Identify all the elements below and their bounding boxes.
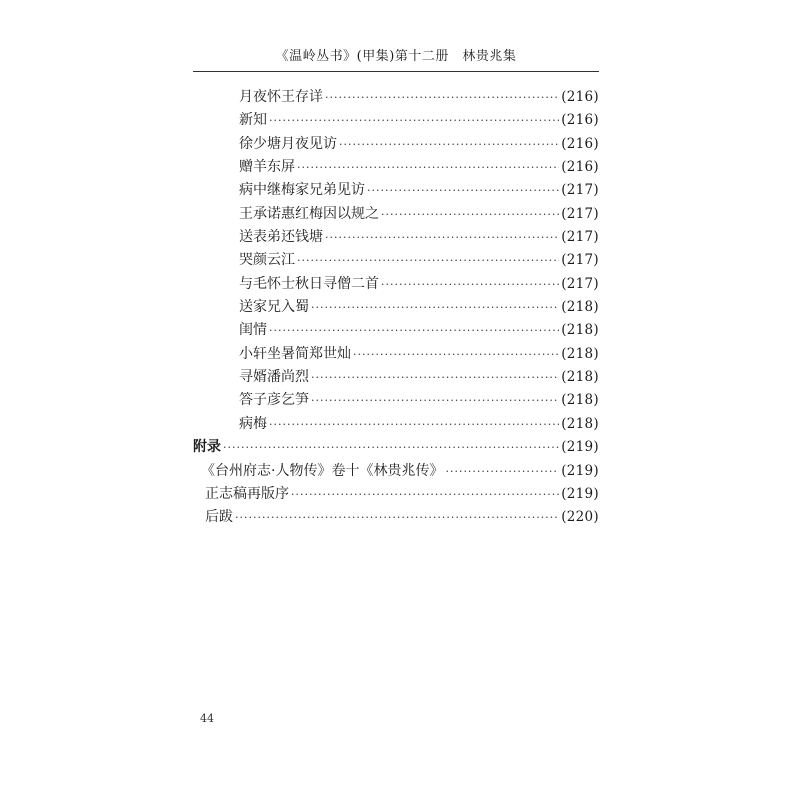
toc-entry [193,296,599,319]
toc-entry [193,343,599,366]
toc-entry-title: 送家兄入蜀 [239,299,309,316]
dot-leader [269,319,559,342]
toc-entry-title: 送表弟还钱塘 [239,229,323,246]
toc-entry-title: 答子彦乞笋 [239,392,309,409]
toc-entry-page: (218) [561,392,599,409]
toc-entry [193,249,599,272]
toc-entry-title: 正志稿再版序 [205,485,289,502]
toc-entry-title: 《台州府志·人物传》卷十《林贵兆传》 [201,462,444,479]
toc-entry-page: (217) [561,205,599,222]
toc-entry-page: (217) [561,229,599,246]
toc-entry [193,179,599,202]
toc-entry-page: (220) [561,509,599,526]
toc-entry-title: 闺情 [239,322,267,339]
toc-entry [193,273,599,296]
toc-entry [193,86,599,109]
toc-entry-title: 病中继梅家兄弟见访 [239,182,365,199]
toc-entry [193,389,599,412]
toc-entry-page: (216) [561,159,599,176]
toc-entry-page: (219) [561,485,599,502]
toc-entry-page: (217) [561,275,599,292]
toc-entry [193,109,599,132]
toc-entry-page: (219) [561,462,599,479]
dot-leader [325,86,559,109]
toc-entry-page: (217) [561,182,599,199]
toc-entry-title: 与毛怀士秋日寻僧二首 [239,275,379,292]
toc-entry-page: (218) [561,299,599,316]
dot-leader [311,389,559,412]
dot-leader [297,156,559,179]
toc-entry [193,133,599,156]
toc-entry-title: 病梅 [239,415,267,432]
dot-leader [269,413,559,436]
toc-entry-page: (218) [561,369,599,386]
toc-entry-title: 赠羊东屏 [239,159,295,176]
toc-entry-title: 附录 [193,439,221,456]
dot-leader [297,249,559,272]
dot-leader [381,273,559,296]
toc-entry [193,366,599,389]
toc-entry-title: 后跋 [205,509,233,526]
toc-entry-title: 新知 [239,112,267,129]
dot-leader [311,296,559,319]
dot-leader [235,506,559,529]
page-number: 44 [200,712,214,725]
toc-entry [193,226,599,249]
toc-entry-title: 小轩坐暑简郑世灿 [239,345,351,362]
dot-leader [269,109,559,132]
dot-leader [353,343,559,366]
toc-entry [193,156,599,179]
toc-entry-title: 哭颜云江 [239,252,295,269]
toc-entry-page: (219) [561,439,599,456]
toc-entry-page: (218) [561,322,599,339]
toc-entry [193,460,599,483]
dot-leader [325,226,559,249]
toc-entry [193,319,599,342]
toc-entry-title: 王承诺惠红梅因以规之 [239,205,379,222]
dot-leader [291,483,559,506]
toc-entry-page: (216) [561,89,599,105]
toc-entry [193,483,599,506]
dot-leader [367,179,559,202]
toc-entry-page: (218) [561,345,599,362]
dot-leader [445,460,559,483]
toc-entry-page: (217) [561,252,599,269]
toc-entry-title: 月夜怀王存详 [239,89,323,105]
table-of-contents [193,86,599,530]
toc-entry-title: 徐少塘月夜见访 [239,135,337,152]
toc-entry [193,436,599,459]
toc-entry-page: (216) [561,135,599,152]
dot-leader [311,366,559,389]
dot-leader [381,203,559,226]
toc-entry [193,203,599,226]
toc-entry-page: (216) [561,112,599,129]
dot-leader [223,436,559,459]
toc-entry [193,506,599,529]
toc-entry-title: 寻婿潘尚烈 [239,369,309,386]
toc-entry [193,413,599,436]
running-head: 《温岭丛书》(甲集)第十二册 林贵兆集 [275,49,517,64]
dot-leader [339,133,559,156]
toc-entry-page: (218) [561,415,599,432]
header-rule [193,71,599,72]
